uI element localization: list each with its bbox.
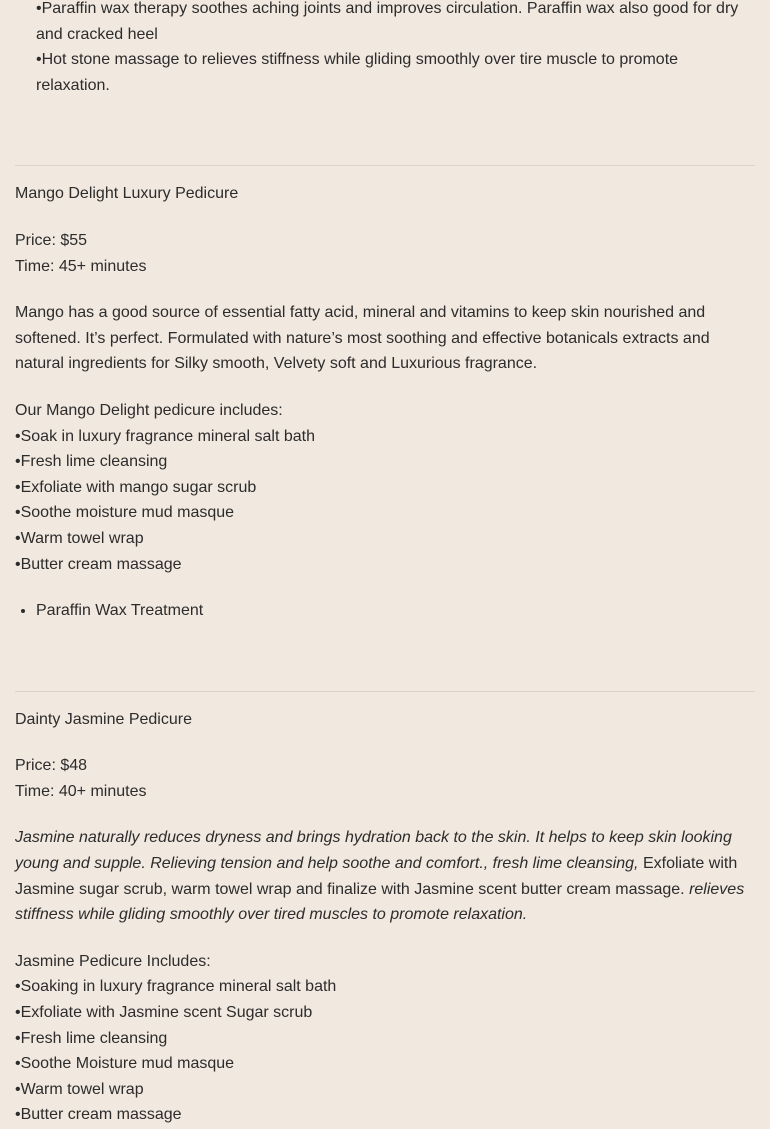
price-text: Price: $48 (15, 757, 88, 775)
price-time-block (15, 753, 755, 804)
includes-block (15, 949, 755, 1128)
list-item: •Butter cream massage (15, 555, 182, 573)
list-item: •Soothe Moisture mud masque (15, 1055, 235, 1073)
list-item: •Warm towel wrap (15, 1080, 144, 1098)
mango-delight-section (15, 181, 755, 623)
list-item: •Exfoliate with Jasmine scent Sugar scrub (15, 1004, 313, 1022)
price-time-block (15, 228, 755, 279)
description-italic-part: relieves stiffness while gliding smoothly over tired muscles to promote relaxation. (15, 880, 745, 924)
time-text: Time: 45+ minutes (15, 257, 147, 275)
price-text: Price: $55 (15, 231, 88, 249)
list-item: •Warm towel wrap (15, 529, 144, 547)
list-item: •Exfoliate with mango sugar scrub (15, 478, 257, 496)
list-item: •Soaking in luxury fragrance mineral salt bath (15, 978, 337, 996)
includes-block (15, 398, 755, 577)
extra-treatment-list (15, 598, 755, 624)
paraffin-benefit-text: •Paraffin wax therapy soothes aching joints and improves circulation. Paraffin wax also good for dry and cracked heel (36, 0, 739, 43)
list-item: •Soak in luxury fragrance mineral salt bath (15, 427, 315, 445)
description-text: Mango has a good source of essential fatty acid, mineral and vitamins to keep skin nourished and softened. It’s perfect. Formulated with nature’s most soothing and effective botanicals extracts and natural ingredients for Silky smooth, Velvety soft and Luxurious fragrance. (15, 304, 710, 373)
description-plain-part: Exfoliate with Jasmine sugar scrub, warm towel wrap and finalize with Jasmine scent butter cream massage. (15, 855, 738, 898)
description-text (15, 825, 755, 927)
dainty-jasmine-section (15, 707, 755, 1128)
hot-stone-benefit-text: •Hot stone massage to relieves stiffness while gliding smoothly over tire muscle to promote relaxation. (36, 51, 679, 94)
description-italic-part: Jasmine naturally reduces dryness and brings hydration back to the skin. It helps to keep skin looking young and supple. Relieving tension and help soothe and comfort., fresh lime cleansing, (15, 829, 732, 873)
section-divider (15, 165, 755, 166)
list-item: •Butter cream massage (15, 1106, 182, 1124)
list-item: •Soothe moisture mud masque (15, 504, 235, 522)
includes-heading: Jasmine Pedicure Includes: (15, 952, 211, 970)
section-title: Mango Delight Luxury Pedicure (15, 185, 239, 203)
service-content (15, 0, 755, 1128)
list-item: •Fresh lime cleansing (15, 453, 168, 471)
previous-service-bullets (15, 0, 755, 98)
time-text: Time: 40+ minutes (15, 782, 147, 800)
list-item: •Fresh lime cleansing (15, 1029, 168, 1047)
section-divider (15, 691, 755, 692)
includes-heading: Our Mango Delight pedicure includes: (15, 401, 283, 419)
section-title: Dainty Jasmine Pedicure (15, 710, 192, 728)
list-item: • Paraffin Wax Treatment (36, 598, 755, 624)
